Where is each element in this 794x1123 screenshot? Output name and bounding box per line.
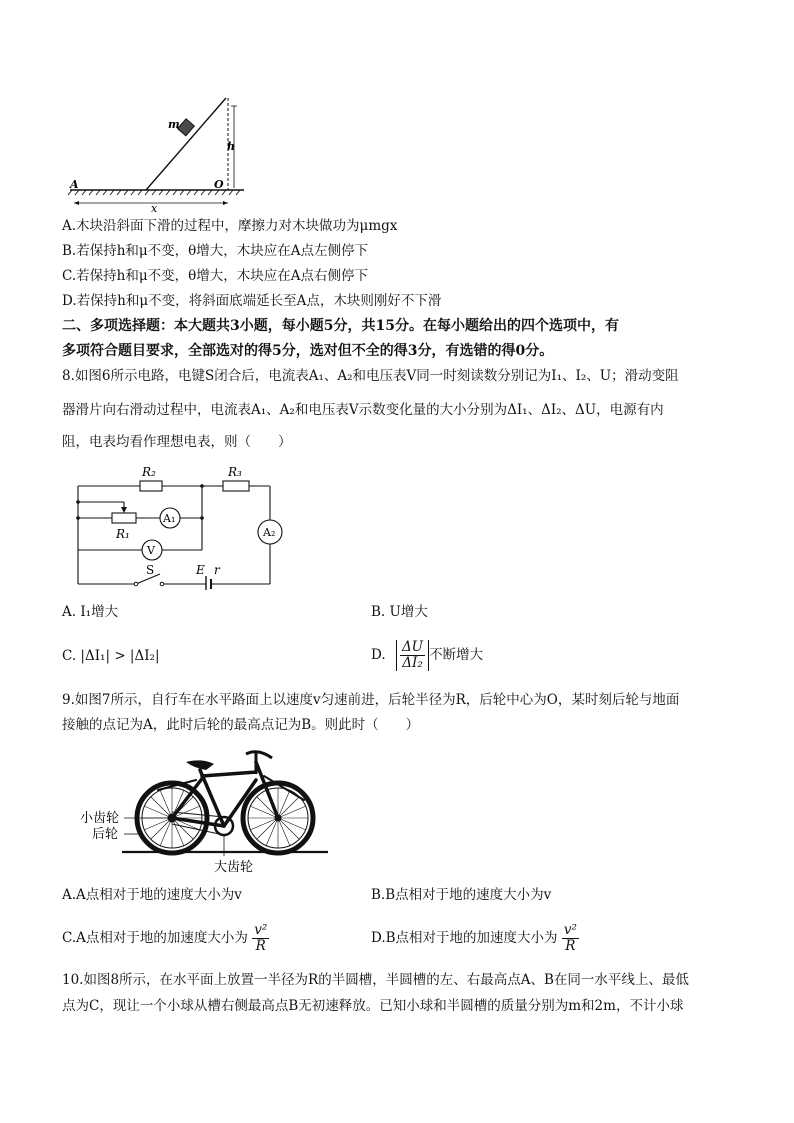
q8-stem-line3: 阻，电表均看作理想电表，则（ ） (62, 434, 292, 450)
q8-option-d-denominator: ΔI₂ (402, 655, 423, 671)
q8-option-d-numerator: ΔU (401, 639, 424, 655)
q7-option-c: C.若保持h和μ不变，θ增大，木块应在A点右侧停下 (62, 268, 368, 284)
q9-option-d-prefix: D.B点相对于地的加速度大小为 (371, 930, 558, 946)
q9-option-b: B.B点相对于地的速度大小为v (371, 887, 552, 903)
label-big-gear: 大齿轮 (214, 860, 254, 875)
q7-option-b: B.若保持h和μ不变，θ增大，木块应在A点左侧停下 (62, 243, 369, 259)
section2-heading-line1: 二、多项选择题：本大题共3小题，每小题5分，共15分。在每小题给出的四个选项中，有 (62, 318, 619, 334)
bicycle-figure (78, 740, 330, 876)
label-S: S (146, 563, 155, 577)
label-small-gear: 小齿轮 (80, 811, 120, 826)
label-R3: R₃ (228, 465, 242, 479)
label-E: E (196, 563, 205, 577)
circuit-figure (68, 462, 290, 590)
label-h: h (227, 140, 235, 153)
q8-stem-line2: 器滑片向右滑动过程中，电流表A₁、A₂和电压表V示数变化量的大小分别为ΔI₁、ΔI₂、ΔU，电源有内 (62, 402, 664, 418)
label-rear-wheel: 后轮 (92, 827, 119, 842)
q7-option-a: A.木块沿斜面下滑的过程中，摩擦力对木块做功为μmgx (62, 218, 398, 234)
q8-option-c: C. |ΔI₁| > |ΔI₂| (62, 648, 160, 664)
q8-option-d-suffix: 不断增大 (429, 647, 484, 663)
q9-option-c-numerator: v² (254, 922, 268, 938)
q9-option-d (371, 918, 579, 958)
q9-option-a: A.A点相对于地的速度大小为v (62, 887, 242, 903)
q7-option-d: D.若保持h和μ不变，将斜面底端延长至A点，木块则刚好不下滑 (62, 293, 442, 309)
q9-option-c (62, 918, 269, 958)
q8-option-b: B. U增大 (371, 604, 428, 620)
section2-heading-line2: 多项符合题目要求，全部选对的得5分，选对但不全的得3分，有选错的得0分。 (62, 343, 554, 359)
q9-stem-line2: 接触的点记为A，此时后轮的最高点记为B。则此时（ ） (62, 717, 420, 733)
q8-option-d-prefix: D. (371, 647, 386, 663)
q9-option-c-prefix: C.A点相对于地的加速度大小为 (62, 930, 248, 946)
q9-option-d-numerator: v² (563, 922, 577, 938)
incline-figure (62, 92, 252, 214)
q10-stem-line2: 点为C，现让一个小球从槽右侧最高点B无初速释放。已知小球和半圆槽的质量分别为m和2m，不计小球 (62, 998, 684, 1014)
q8-option-d (371, 634, 483, 676)
q9-option-c-denominator: R (255, 938, 266, 954)
label-R1: R₁ (116, 527, 130, 541)
label-x: x (151, 202, 158, 214)
q8-stem-line1: 8.如图6所示电路，电键S闭合后，电流表A₁、A₂和电压表V同一时刻读数分别记为I₁、I₂、U；滑动变阻 (62, 368, 679, 384)
label-V: V (147, 544, 155, 557)
label-r: r (214, 563, 220, 577)
label-A2: A₂ (263, 526, 276, 539)
label-A1: A₁ (163, 512, 176, 525)
q10-stem-line1: 10.如图8所示，在水平面上放置一半径为R的半圆槽，半圆槽的左、右最高点A、B在同一水平线上、最低 (62, 972, 689, 988)
label-A: A (70, 178, 79, 191)
label-O: O (214, 178, 224, 191)
q9-stem-line1: 9.如图7所示，自行车在水平路面上以速度v匀速前进，后轮半径为R，后轮中心为O，某时刻后轮与地面 (62, 692, 680, 708)
q8-option-a: A. I₁增大 (62, 604, 119, 620)
label-m: m (168, 118, 180, 131)
label-R2: R₂ (142, 465, 156, 479)
q9-option-d-denominator: R (565, 938, 576, 954)
